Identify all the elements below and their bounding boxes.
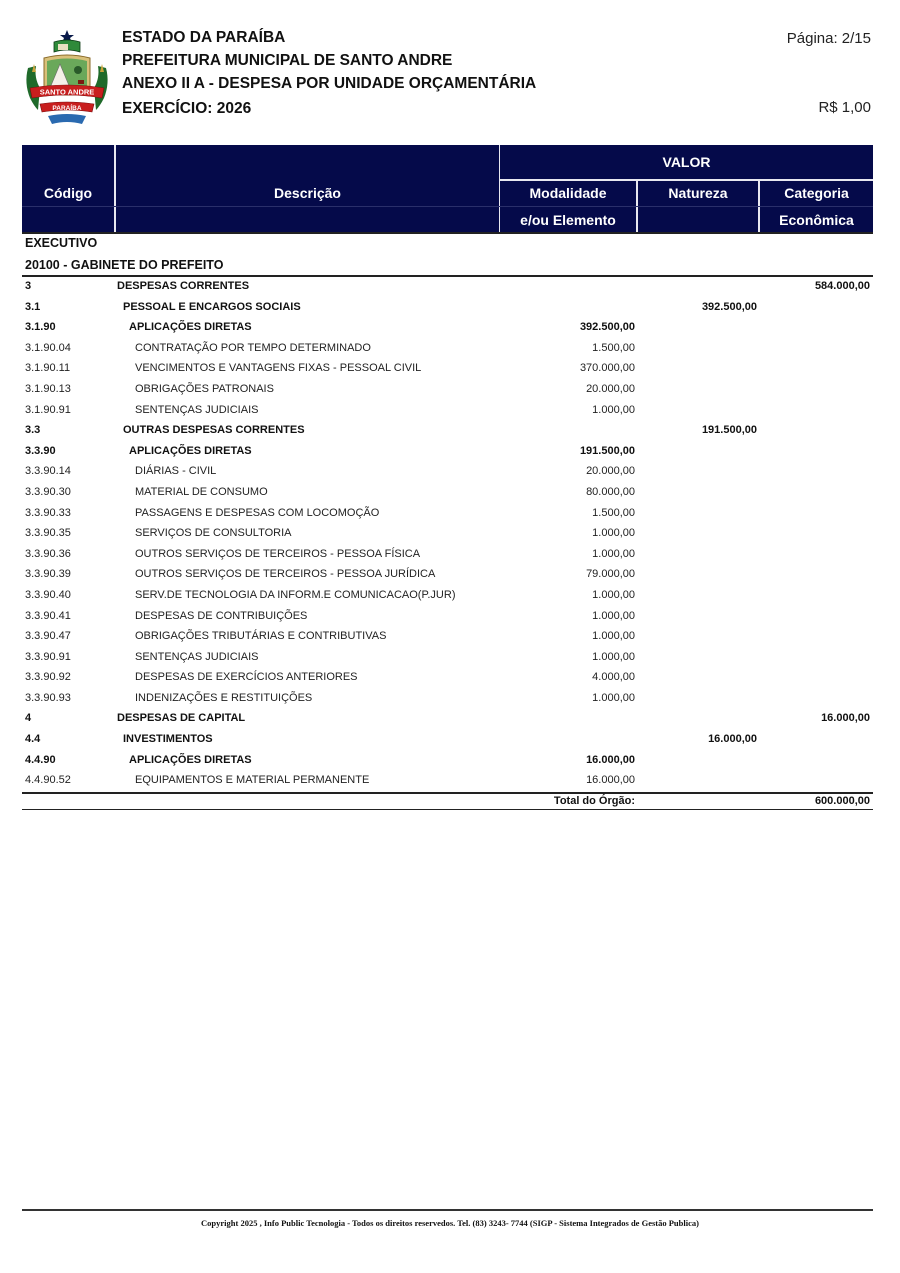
table-row bbox=[22, 318, 873, 339]
table-row bbox=[22, 586, 873, 607]
row-code: 3.3.90.35 bbox=[25, 527, 71, 540]
svg-text:SANTO ANDRE: SANTO ANDRE bbox=[39, 87, 95, 97]
table-row bbox=[22, 380, 873, 401]
row-modalidade-value: 20.000,00 bbox=[586, 465, 635, 478]
page-number: Página: 2/15 bbox=[786, 30, 871, 47]
row-description: DESPESAS DE CONTRIBUIÇÕES bbox=[135, 609, 308, 622]
table-row bbox=[22, 401, 873, 422]
row-description: APLICAÇÕES DIRETAS bbox=[129, 444, 252, 457]
row-code: 3.3.90.39 bbox=[25, 568, 71, 581]
table-row bbox=[22, 689, 873, 710]
column-header-code: Código bbox=[43, 185, 93, 201]
footer-rule bbox=[22, 1209, 873, 1211]
row-description: DIÁRIAS - CIVIL bbox=[135, 465, 217, 478]
row-code: 3.3.90.40 bbox=[25, 588, 71, 601]
budget-table-body bbox=[22, 277, 873, 792]
row-modalidade-value: 1.000,00 bbox=[592, 609, 635, 622]
table-row bbox=[22, 277, 873, 298]
row-natureza-value: 392.500,00 bbox=[701, 300, 757, 313]
row-modalidade-value: 1.000,00 bbox=[592, 403, 635, 416]
row-modalidade-value: 1.500,00 bbox=[592, 506, 635, 519]
column-header-modalidade-sub: e/ou Elemento bbox=[520, 212, 616, 228]
total-label: Total do Órgão: bbox=[553, 795, 635, 807]
row-description: DESPESAS DE EXERCÍCIOS ANTERIORES bbox=[135, 671, 358, 684]
row-code: 3.1 bbox=[25, 300, 41, 313]
row-modalidade-value: 1.000,00 bbox=[592, 691, 635, 704]
table-row bbox=[22, 421, 873, 442]
annex-title: ANEXO II A - DESPESA POR UNIDADE ORÇAMENTÁRIA bbox=[122, 75, 537, 92]
row-code: 4 bbox=[25, 712, 32, 725]
unit-label: 20100 - GABINETE DO PREFEITO bbox=[25, 258, 224, 272]
row-modalidade-value: 79.000,00 bbox=[586, 568, 635, 581]
table-row bbox=[22, 442, 873, 463]
row-modalidade-value: 1.000,00 bbox=[592, 527, 635, 540]
row-code: 3.3.90.36 bbox=[25, 547, 71, 560]
row-code: 3.1.90 bbox=[25, 321, 56, 334]
table-row bbox=[22, 504, 873, 525]
row-description: OBRIGAÇÕES PATRONAIS bbox=[135, 382, 274, 395]
table-row bbox=[22, 298, 873, 319]
row-modalidade-value: 1.000,00 bbox=[592, 588, 635, 601]
row-description: VENCIMENTOS E VANTAGENS FIXAS - PESSOAL CIVIL bbox=[135, 362, 422, 375]
currency-unit: R$ 1,00 bbox=[818, 99, 871, 116]
row-modalidade-value: 191.500,00 bbox=[579, 444, 635, 457]
row-code: 3.3.90.47 bbox=[25, 630, 71, 643]
table-row bbox=[22, 771, 873, 792]
row-description: CONTRATAÇÃO POR TEMPO DETERMINADO bbox=[135, 341, 371, 354]
row-modalidade-value: 1.000,00 bbox=[592, 650, 635, 663]
row-code: 3.3.90.14 bbox=[25, 465, 71, 478]
column-header-categoria: Categoria bbox=[784, 185, 849, 201]
row-code: 3.3.90 bbox=[25, 444, 56, 457]
column-header-categoria-sub: Econômica bbox=[779, 212, 854, 228]
row-code: 3.3.90.33 bbox=[25, 506, 71, 519]
table-row bbox=[22, 524, 873, 545]
row-description: SERV.DE TECNOLOGIA DA INFORM.E COMUNICACAO(P.JUR) bbox=[135, 588, 456, 601]
row-code: 4.4.90 bbox=[25, 753, 56, 766]
table-row bbox=[22, 648, 873, 669]
column-header-modalidade: Modalidade bbox=[529, 185, 607, 201]
row-modalidade-value: 1.500,00 bbox=[592, 341, 635, 354]
row-description: OBRIGAÇÕES TRIBUTÁRIAS E CONTRIBUTIVAS bbox=[135, 630, 387, 643]
table-row bbox=[22, 565, 873, 586]
table-header bbox=[22, 145, 873, 233]
table-row bbox=[22, 339, 873, 360]
row-description: EQUIPAMENTOS E MATERIAL PERMANENTE bbox=[135, 774, 370, 787]
header-bottom-rule bbox=[22, 232, 873, 234]
table-row bbox=[22, 359, 873, 380]
row-code: 3.1.90.04 bbox=[25, 341, 71, 354]
svg-text:PARAÍBA: PARAÍBA bbox=[52, 105, 82, 112]
total-row bbox=[22, 793, 873, 809]
table-row bbox=[22, 627, 873, 648]
row-natureza-value: 191.500,00 bbox=[701, 424, 757, 437]
footer-copyright: Copyright 2025 , Info Public Tecnologia - Todos os direitos reservedos. Tel. (83) 3243- 7744 (SIGP - Sistema Integrados de Gestão Publica) bbox=[201, 1218, 699, 1228]
row-description: OUTROS SERVIÇOS DE TERCEIROS - PESSOA FÍSICA bbox=[135, 547, 421, 560]
row-modalidade-value: 370.000,00 bbox=[579, 362, 635, 375]
row-natureza-value: 16.000,00 bbox=[708, 733, 757, 746]
row-code: 3.3.90.93 bbox=[25, 691, 71, 704]
total-bottom-rule bbox=[22, 809, 873, 810]
row-description: DESPESAS CORRENTES bbox=[117, 280, 250, 292]
row-code: 3.3 bbox=[25, 424, 41, 437]
row-code: 4.4.90.52 bbox=[25, 774, 71, 787]
row-code: 3.3.90.41 bbox=[25, 609, 71, 622]
row-description: SERVIÇOS DE CONSULTORIA bbox=[135, 527, 292, 540]
table-row bbox=[22, 545, 873, 566]
row-categoria-value: 584.000,00 bbox=[814, 280, 870, 292]
state-title: ESTADO DA PARAÍBA bbox=[122, 29, 286, 46]
total-value: 600.000,00 bbox=[814, 795, 870, 807]
municipal-coat-of-arms-icon bbox=[20, 28, 114, 126]
column-group-valor: VALOR bbox=[662, 154, 711, 170]
row-modalidade-value: 16.000,00 bbox=[586, 774, 635, 787]
row-modalidade-value: 1.000,00 bbox=[592, 547, 635, 560]
row-description: APLICAÇÕES DIRETAS bbox=[129, 321, 252, 334]
row-code: 3.1.90.13 bbox=[25, 382, 71, 395]
row-description: SENTENÇAS JUDICIAIS bbox=[135, 650, 259, 663]
table-row bbox=[22, 751, 873, 772]
municipality-title: PREFEITURA MUNICIPAL DE SANTO ANDRE bbox=[122, 52, 453, 69]
row-description: OUTRAS DESPESAS CORRENTES bbox=[123, 424, 305, 437]
row-modalidade-value: 16.000,00 bbox=[586, 753, 635, 766]
row-categoria-value: 16.000,00 bbox=[821, 712, 870, 725]
row-description: PESSOAL E ENCARGOS SOCIAIS bbox=[123, 300, 301, 313]
row-modalidade-value: 80.000,00 bbox=[586, 485, 635, 498]
row-code: 3.1.90.11 bbox=[25, 362, 71, 375]
header-divider bbox=[22, 206, 873, 207]
row-description: INDENIZAÇÕES E RESTITUIÇÕES bbox=[135, 691, 313, 704]
row-modalidade-value: 20.000,00 bbox=[586, 382, 635, 395]
table-row bbox=[22, 483, 873, 504]
table-row bbox=[22, 462, 873, 483]
row-modalidade-value: 392.500,00 bbox=[579, 321, 635, 334]
row-description: OUTROS SERVIÇOS DE TERCEIROS - PESSOA JURÍDICA bbox=[135, 568, 436, 581]
row-description: APLICAÇÕES DIRETAS bbox=[129, 753, 252, 766]
row-description: PASSAGENS E DESPESAS COM LOCOMOÇÃO bbox=[135, 506, 380, 519]
row-modalidade-value: 4.000,00 bbox=[592, 671, 635, 684]
row-code: 4.4 bbox=[25, 733, 41, 746]
row-code: 3.3.90.91 bbox=[25, 650, 71, 663]
row-code: 3.1.90.91 bbox=[25, 403, 71, 416]
row-description: INVESTIMENTOS bbox=[123, 733, 213, 746]
row-description: DESPESAS DE CAPITAL bbox=[117, 712, 246, 725]
power-label: EXECUTIVO bbox=[25, 236, 98, 250]
row-code: 3.3.90.30 bbox=[25, 485, 71, 498]
table-row bbox=[22, 668, 873, 689]
table-row bbox=[22, 607, 873, 628]
table-row bbox=[22, 709, 873, 730]
row-description: MATERIAL DE CONSUMO bbox=[135, 485, 268, 498]
row-code: 3 bbox=[25, 280, 32, 292]
column-header-description: Descrição bbox=[274, 185, 341, 201]
table-row bbox=[22, 730, 873, 751]
fiscal-year: EXERCÍCIO: 2026 bbox=[122, 100, 252, 117]
row-description: SENTENÇAS JUDICIAIS bbox=[135, 403, 259, 416]
column-header-natureza: Natureza bbox=[668, 185, 728, 201]
row-modalidade-value: 1.000,00 bbox=[592, 630, 635, 643]
row-code: 3.3.90.92 bbox=[25, 671, 71, 684]
